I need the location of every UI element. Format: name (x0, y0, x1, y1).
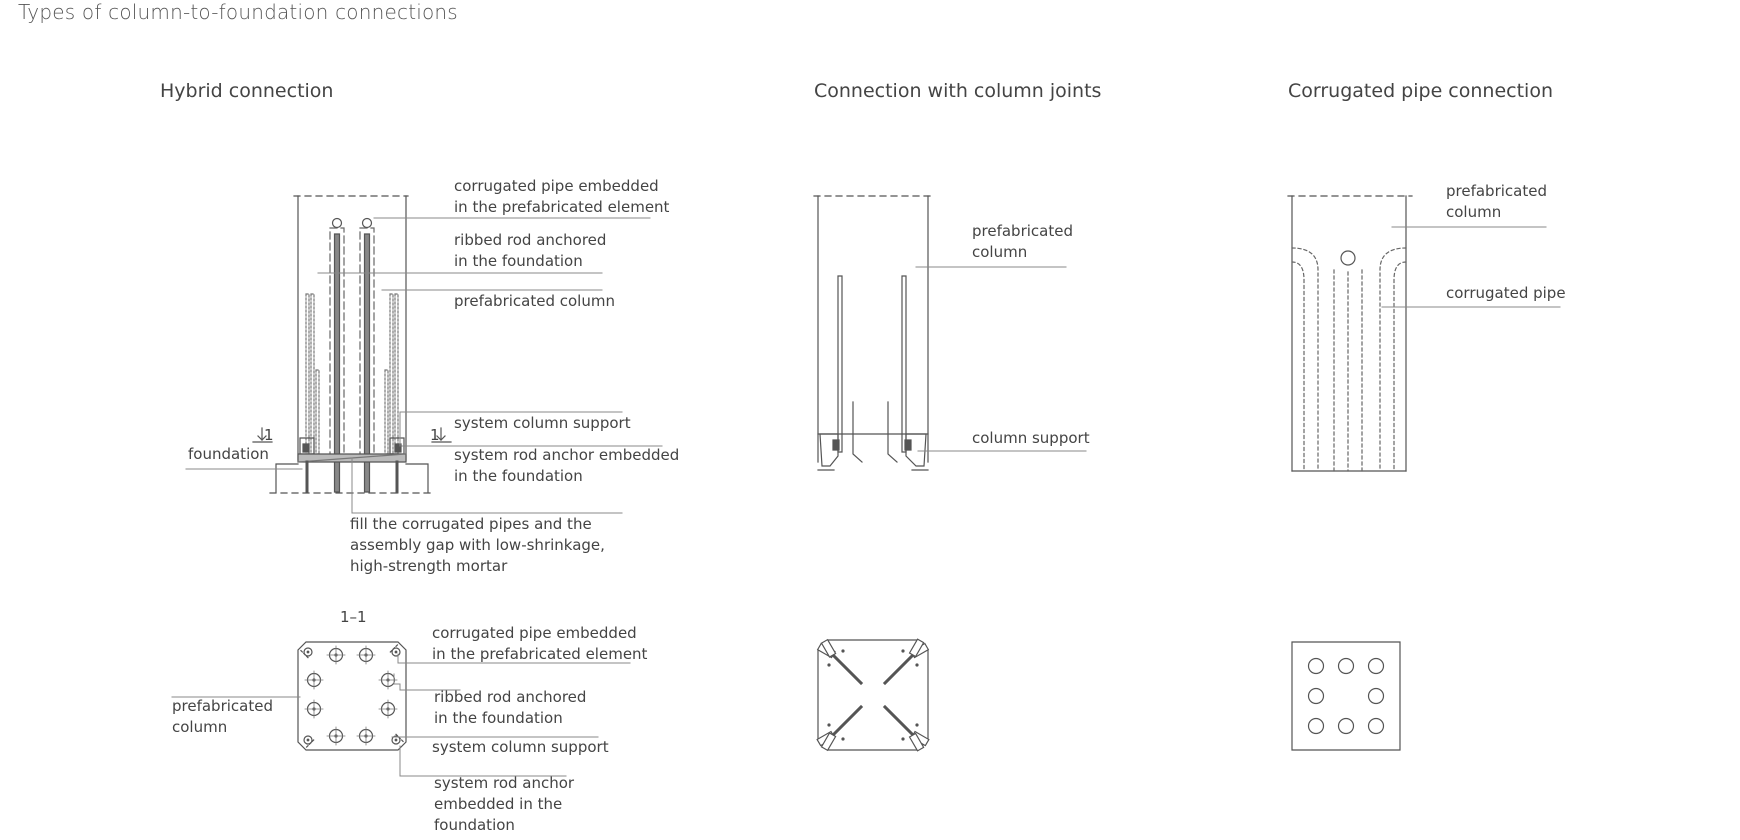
label-foundation: foundation (188, 445, 269, 463)
label-column-plan: prefabricated column (172, 697, 273, 736)
pipe-elevation (1288, 196, 1412, 471)
label-anchor-plan: system rod anchor embedded in the foundation (434, 774, 575, 834)
joints-plan (817, 639, 929, 751)
section-mark-right: 1 (430, 426, 440, 444)
label-mortar: fill the corrugated pipes and the assembly gap with low-shrinkage, high-strength mortar (350, 515, 605, 575)
label-joints-column: prefabricated column (972, 222, 1073, 261)
label-anchor-top: system rod anchor embedded in the foundation (454, 446, 680, 485)
joint-bracket (817, 707, 861, 750)
label-pipe-plan: corrugated pipe embedded in the prefabricated element (432, 624, 648, 663)
plan-pipe-with-rod (305, 700, 323, 718)
label-rod-top: ribbed rod anchored in the foundation (454, 231, 607, 270)
plan-corner-support (301, 645, 315, 659)
plan-pipe-with-rod (327, 727, 345, 745)
hybrid-title: Hybrid connection (160, 80, 334, 102)
plan-corner-support (389, 733, 403, 747)
hybrid-elevation (253, 196, 451, 493)
label-support-plan: system column support (432, 738, 609, 756)
pipe-title: Corrugated pipe connection (1288, 80, 1553, 102)
plan-pipe-with-rod (327, 646, 345, 664)
plan-pipe-with-rod (357, 646, 375, 664)
plan-pipe-with-rod (305, 671, 323, 689)
joint-bracket (818, 640, 861, 683)
joints-elevation (814, 196, 932, 470)
plan-corner-support (389, 645, 403, 659)
plan-pipe-with-rod (357, 727, 375, 745)
section-label: 1–1 (340, 608, 367, 626)
label-column-top: prefabricated column (454, 292, 615, 310)
section-mark-left: 1 (264, 426, 274, 444)
label-rod-plan: ribbed rod anchored in the foundation (434, 688, 587, 727)
label-pipe-column: prefabricated column (1446, 182, 1547, 221)
joints-title: Connection with column joints (814, 80, 1102, 102)
pipe-plan (1292, 642, 1400, 750)
joint-bracket (885, 707, 929, 751)
plan-corner-support (301, 733, 315, 747)
label-pipe-pipe: corrugated pipe (1446, 284, 1566, 302)
hybrid-plan (298, 642, 406, 750)
joints-elevation-leaders (916, 267, 1086, 451)
label-joints-support: column support (972, 429, 1090, 447)
joint-bracket (885, 639, 928, 683)
label-pipe-top: corrugated pipe embedded in the prefabricated element (454, 177, 670, 216)
plan-pipe-with-rod (379, 700, 397, 718)
plan-pipes (301, 645, 403, 747)
page-title: Types of column-to-foundation connections (18, 0, 458, 24)
label-support-top: system column support (454, 414, 631, 432)
